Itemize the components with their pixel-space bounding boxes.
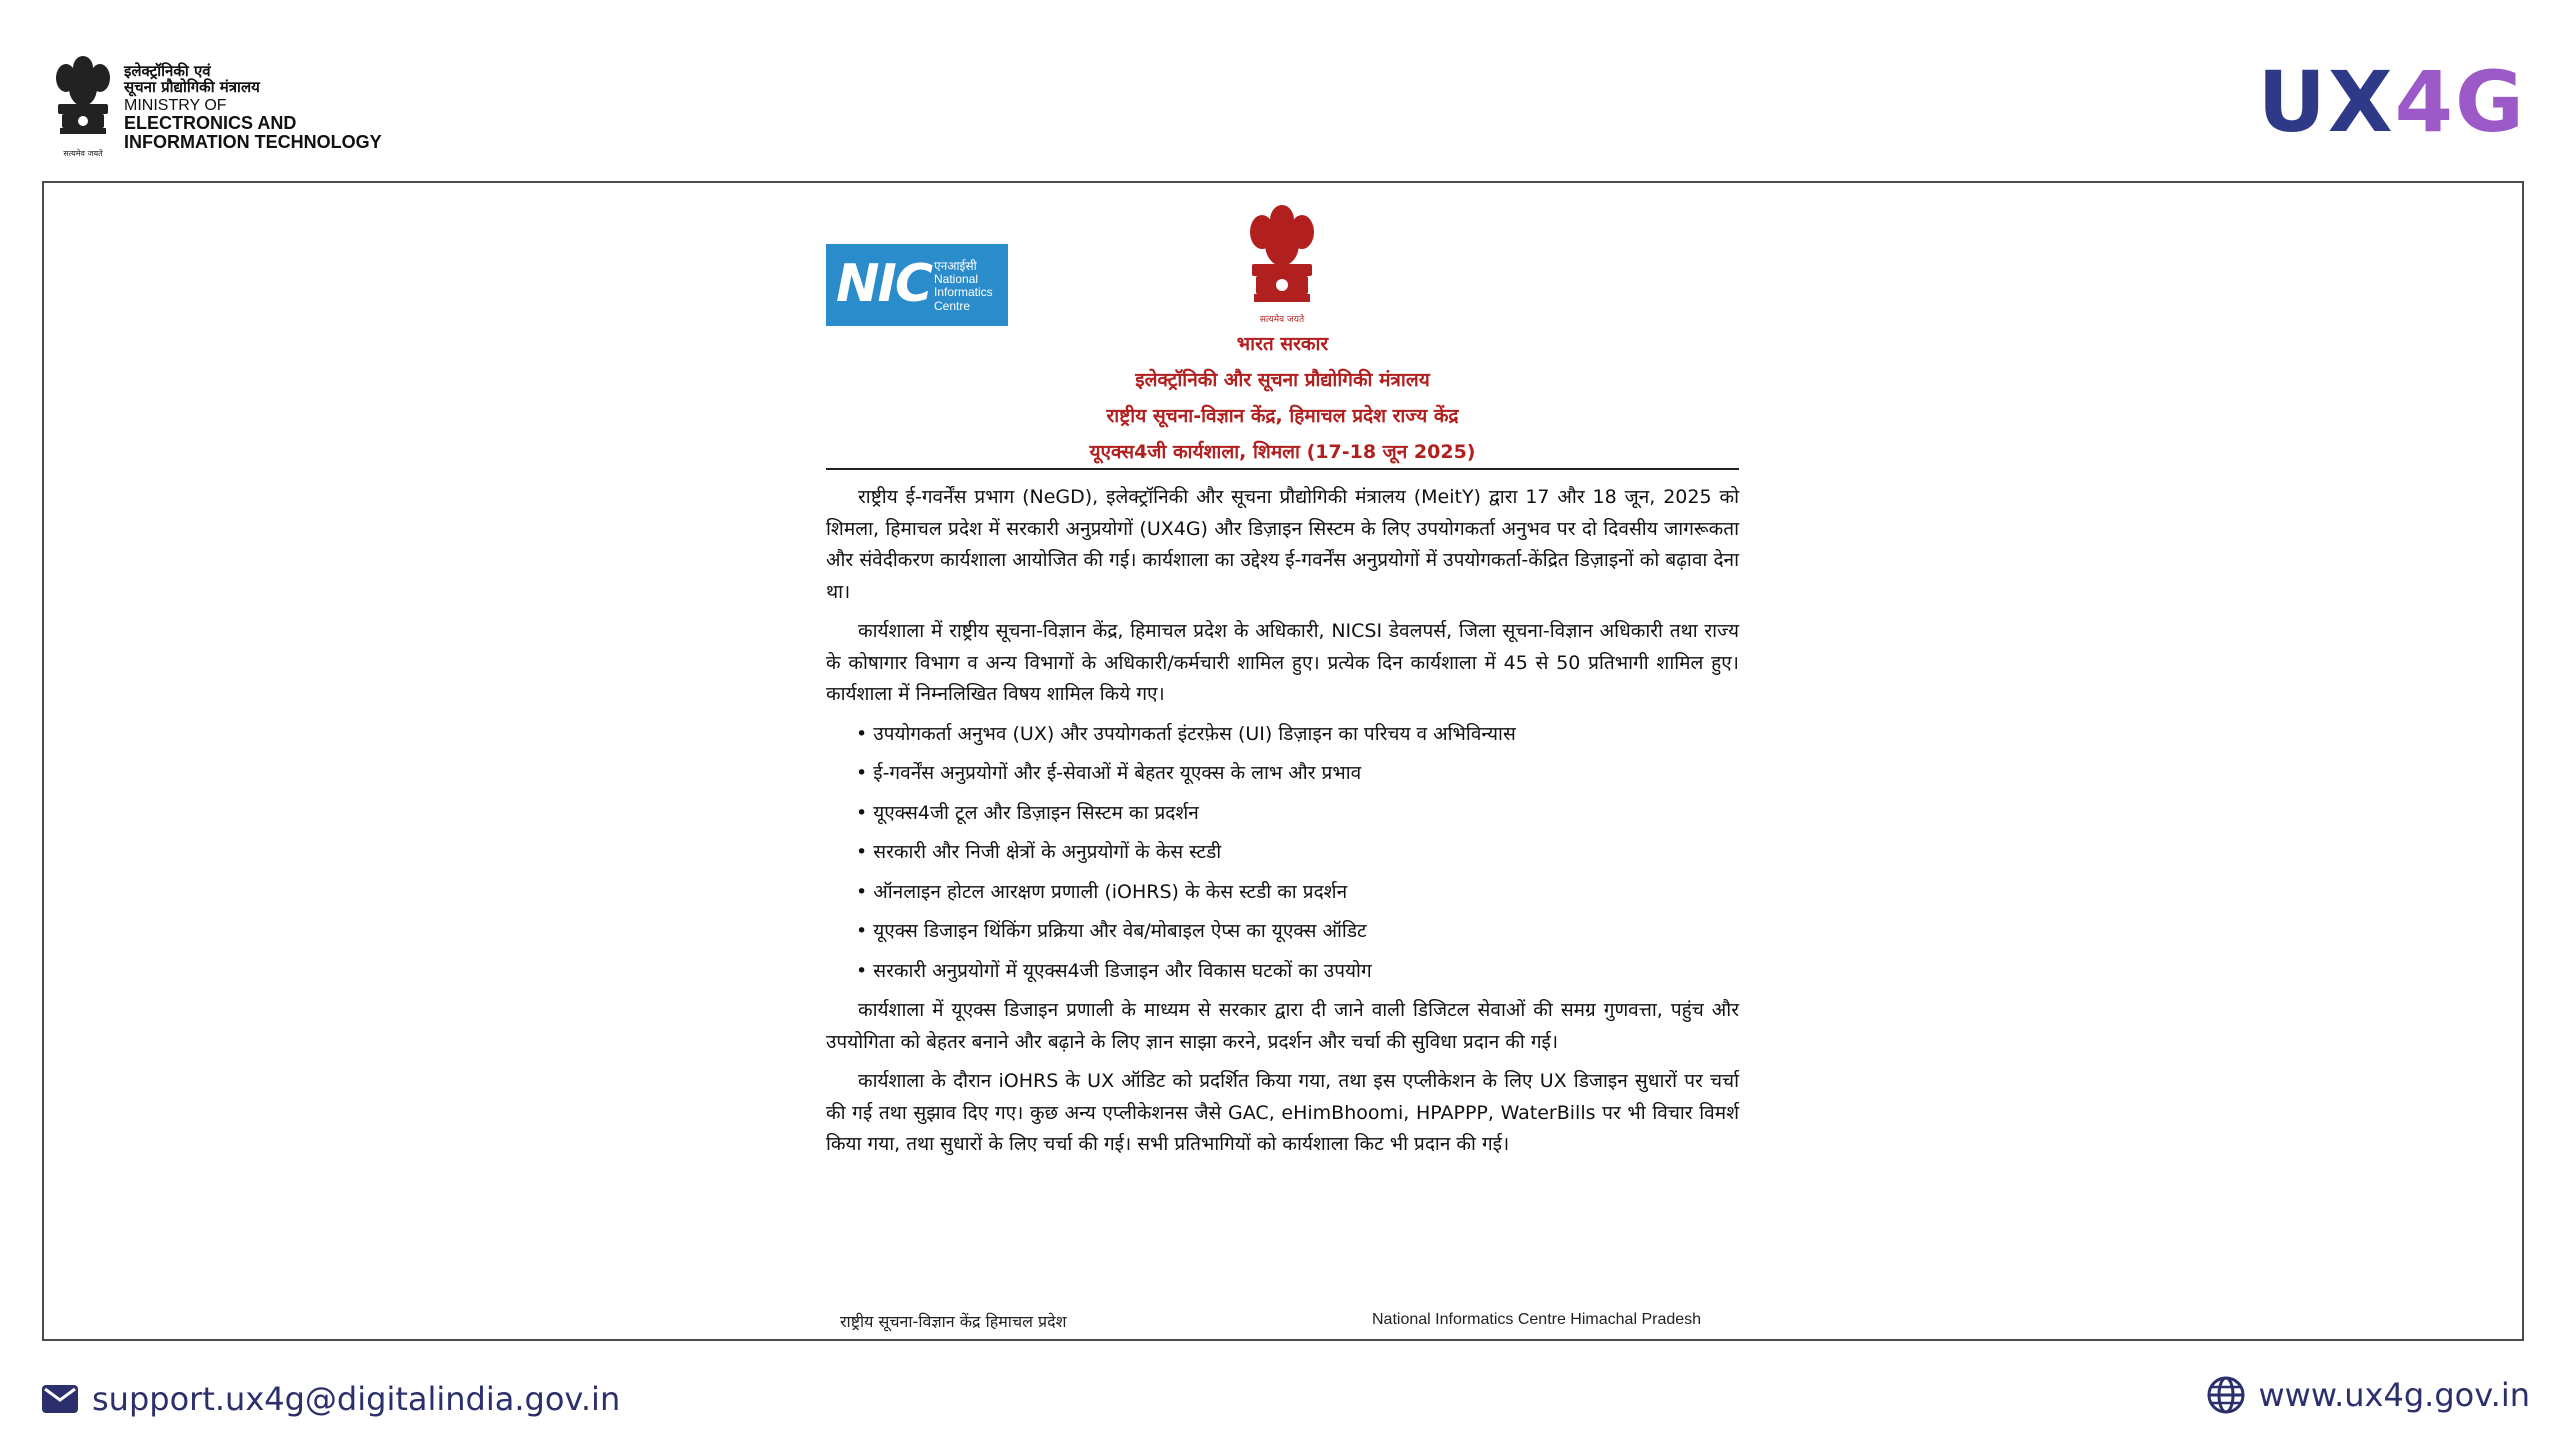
heading-government: भारत सरकार xyxy=(1236,333,1329,355)
nic-line3: Centre xyxy=(934,298,971,313)
topic-item: • ई-गवर्नेंस अनुप्रयोगों और ई-सेवाओं में बेहतर यूएक्स के लाभ और प्रभाव xyxy=(856,758,1739,789)
brand-ux: UX xyxy=(2257,53,2395,151)
center-motto: सत्यमेव जयते xyxy=(1259,315,1305,325)
mail-icon xyxy=(42,1385,78,1413)
paragraph-audit: कार्यशाला के दौरान iOHRS के UX ऑडिट को प्रदर्शित किया गया, तथा इस एप्लीकेशन के लिए UX डिजाइन सुधारों पर चर्चा की गई तथा सुझाव दिए गए। कुछ अन्य एप्लीकेशनस जैसे GAC, eHimBhoomi, HPAPPP, WaterBills पर भी विचार विमर्श किया गया, तथा सुधारों के लिए चर्चा की गई। सभी प्रतिभागियों को कार्यशाला किट भी प्रदान की गई। xyxy=(826,1070,1739,1155)
nic-line2: Informatics xyxy=(934,285,993,300)
ministry-en-line1: MINISTRY OF xyxy=(124,96,227,114)
red-national-emblem-icon xyxy=(1240,200,1324,330)
emblem-motto: सत्यमेव जयते xyxy=(63,149,103,158)
document-footer-english: National Informatics Centre Himachal Pradesh xyxy=(1372,1311,1702,1328)
document-footer-hindi: राष्ट्रीय सूचना-विज्ञान केंद्र हिमाचल प्रदेश xyxy=(840,1312,1067,1331)
topic-item: • यूएक्स डिजाइन थिंकिंग प्रक्रिया और वेब/मोबाइल ऐप्स का यूएक्स ऑडिट xyxy=(856,916,1739,947)
email-link[interactable]: support.ux4g@digitalindia.gov.in xyxy=(92,1380,621,1418)
topic-item: • यूएक्स4जी टूल और डिज़ाइन सिस्टम का प्रदर्शन xyxy=(856,798,1739,829)
website-link[interactable]: www.ux4g.gov.in xyxy=(2258,1376,2530,1414)
ministry-hindi-line1: इलेक्ट्रॉनिकी एवं xyxy=(124,62,211,80)
heading-workshop: यूएक्स4जी कार्यशाला, शिमला (17-18 जून 2025) xyxy=(1089,441,1476,463)
heading-ministry: इलेक्ट्रॉनिकी और सूचना प्रौद्योगिकी मंत्रालय xyxy=(1135,369,1430,391)
paragraph-outcome: कार्यशाला में यूएक्स डिजाइन प्रणाली के माध्यम से सरकार द्वारा दी जाने वाली डिजिटल सेवाओं की समग्र गुणवत्ता, पहुंच और उपयोगिता को बेहतर बनाने और बढ़ाने के लिए ज्ञान साझा करने, प्रदर्शन और चर्चा की सुविधा प्रदान की गई। xyxy=(826,999,1739,1053)
brand-four: 4 xyxy=(2394,53,2456,151)
topic-item: • उपयोगकर्ता अनुभव (UX) और उपयोगकर्ता इंटरफ़ेस (UI) डिज़ाइन का परिचय व अभिविन्यास xyxy=(856,719,1739,750)
topic-item: • सरकारी और निजी क्षेत्रों के अनुप्रयोगों के केस स्टडी xyxy=(856,837,1739,868)
document-body xyxy=(826,482,1739,1169)
ux4g-logo xyxy=(2257,53,2526,151)
topic-item: • सरकारी अनुप्रयोगों में यूएक्स4जी डिजाइन और विकास घटकों का उपयोग xyxy=(856,956,1739,987)
globe-icon xyxy=(2207,1376,2245,1414)
national-emblem-icon xyxy=(48,52,118,164)
nic-logo xyxy=(826,244,1008,326)
support-email[interactable] xyxy=(42,1380,620,1418)
heading-nic-state: राष्ट्रीय सूचना-विज्ञान केंद्र, हिमाचल प्रदेश राज्य केंद्र xyxy=(1106,405,1459,427)
paragraph-intro: राष्ट्रीय ई-गवर्नेंस प्रभाग (NeGD), इलेक्ट्रॉनिकी और सूचना प्रौद्योगिकी मंत्रालय (MeitY) द्वारा 17 और 18 जून, 2025 को शिमला, हिमाचल प्रदेश में सरकारी अनुप्रयोगों (UX4G) और डिज़ाइन सिस्टम के लिए उपयोगकर्ता अनुभव पर दो दिवसीय जागरूकता और संवेदीकरण कार्यशाला आयोजित की गई। कार्यशाला का उद्देश्य ई-गवर्नेंस अनुप्रयोगों में उपयोगकर्ता-केंद्रित डिज़ाइनों को बढ़ावा देना था। xyxy=(826,486,1739,603)
nic-logo-text: NIC xyxy=(836,254,932,314)
ministry-name xyxy=(124,64,382,152)
heading-divider xyxy=(826,468,1739,470)
nic-line1: National xyxy=(934,272,979,287)
nic-logo-caption xyxy=(934,260,993,313)
website-link-block[interactable] xyxy=(2207,1376,2531,1414)
ministry-en-line3: INFORMATION TECHNOLOGY xyxy=(124,132,382,153)
topics-list xyxy=(826,719,1739,987)
ministry-en-line2: ELECTRONICS AND xyxy=(124,113,297,134)
nic-hindi: एनआईसी xyxy=(934,259,977,273)
topic-item: • ऑनलाइन होटल आरक्षण प्रणाली (iOHRS) के केस स्टडी का प्रदर्शन xyxy=(856,877,1739,908)
brand-g: G xyxy=(2455,53,2526,151)
paragraph-participants: कार्यशाला में राष्ट्रीय सूचना-विज्ञान केंद्र, हिमाचल प्रदेश के अधिकारी, NICSI डेवलपर्स, जिला सूचना-विज्ञान अधिकारी तथा राज्य के कोषागार विभाग व अन्य विभागों के अधिकारी/कर्मचारी शामिल हुए। प्रत्येक दिन कार्यशाला में 45 से 50 प्रतिभागी शामिल हुए। कार्यशाला में निम्नलिखित विषय शामिल किये गए। xyxy=(826,620,1739,705)
ministry-hindi-line2: सूचना प्रौद्योगिकी मंत्रालय xyxy=(124,77,260,96)
